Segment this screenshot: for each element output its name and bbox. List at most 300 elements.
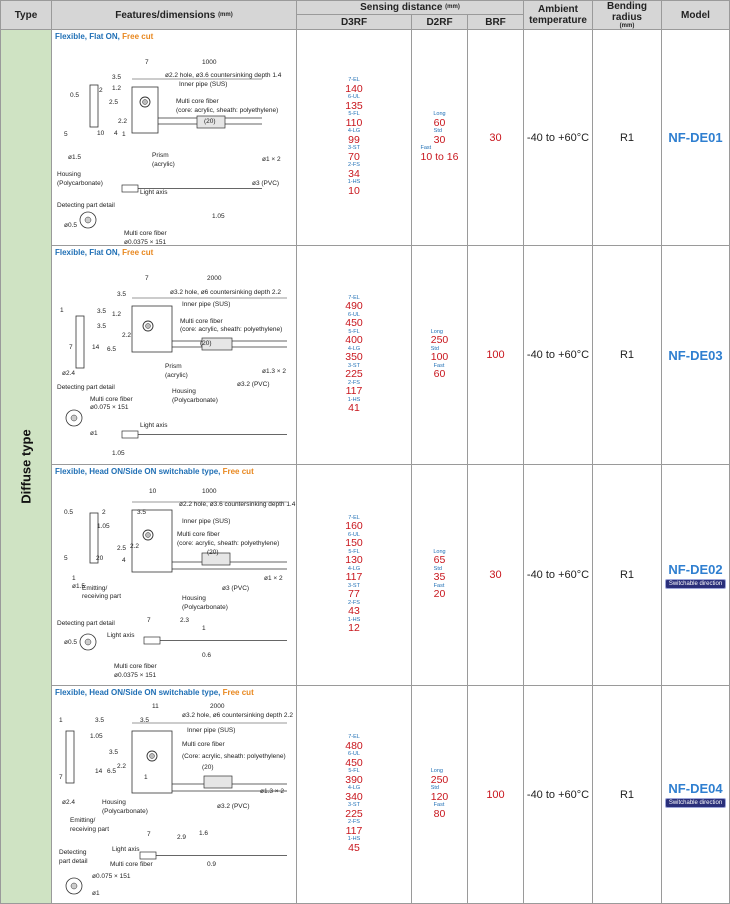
d2rf-mode-label: Long xyxy=(433,548,446,555)
bending-value: R1 xyxy=(619,131,635,144)
detail-head xyxy=(144,637,160,644)
d3rf-group xyxy=(348,601,360,618)
model-cell xyxy=(661,464,730,686)
header-type-label: Type xyxy=(14,9,38,21)
dimension-label: 1 xyxy=(60,307,64,314)
header-bending xyxy=(592,0,662,30)
header-d3rf xyxy=(296,14,412,30)
detail-head xyxy=(122,185,138,192)
dimension-label: ø0.5 xyxy=(64,222,78,229)
d3rf-distance-value: 117 xyxy=(345,571,363,583)
d2rf-mode-label: Std xyxy=(433,128,442,134)
d3rf-mode-label: 3-ST xyxy=(348,802,360,808)
type-label: Diffuse type xyxy=(18,429,34,504)
dimension-label: Inner pipe (SUS) xyxy=(182,301,231,308)
brf-cell xyxy=(467,464,524,686)
d3rf-mode-label: 7-EL xyxy=(348,514,360,521)
header-bending-label: Bending radius xyxy=(607,0,647,23)
dimension-label: 10 xyxy=(149,488,157,495)
d3rf-mode-label: 5-FL xyxy=(348,111,360,117)
header-d2rf-label: D2RF xyxy=(426,16,453,28)
dimension-label: (Core: acrylic, sheath: polyethylene) xyxy=(182,753,286,760)
d3rf-mode-label: 1-HS xyxy=(347,396,361,403)
dimension-label: Prism xyxy=(152,152,169,159)
d3rf-group xyxy=(348,180,361,197)
d3rf-distance-value: 117 xyxy=(345,824,363,837)
dimension-label: (20) xyxy=(207,549,219,556)
brf-value: 100 xyxy=(486,349,505,361)
brf-cell xyxy=(467,29,524,246)
dimension-label: 10 xyxy=(97,130,105,137)
dimension-label: 2000 xyxy=(207,275,222,282)
ambient-value: -40 to +60°C xyxy=(526,131,590,144)
dimension-label: Housing xyxy=(182,595,206,602)
dimension-label: Detecting part detail xyxy=(57,620,115,627)
dimension-label: Multi core fiber xyxy=(90,396,133,403)
ambient-cell xyxy=(523,29,593,246)
dimension-label: 1.6 xyxy=(199,830,209,837)
d3rf-group xyxy=(348,837,361,854)
d2rf-mode-label: Std xyxy=(430,345,439,352)
dimension-label: 2.2 xyxy=(130,543,140,550)
d3rf-distance-value: 34 xyxy=(348,167,360,180)
dimension-label: 3.5 xyxy=(140,717,150,724)
dimension-label: 1.05 xyxy=(90,733,103,740)
d3rf-group xyxy=(346,381,363,398)
d2rf-cell xyxy=(411,685,468,904)
dimension-label: 0.5 xyxy=(64,509,74,516)
dimension-label: 1.05 xyxy=(112,450,125,457)
bending-cell xyxy=(592,29,662,246)
d3rf-distance-value: 135 xyxy=(345,99,363,112)
dimension-label: 1000 xyxy=(202,488,217,495)
dimension-drawing xyxy=(52,30,297,246)
header-ambient-label: Ambient temperature xyxy=(529,4,587,26)
dimension-label: ø0.0375 × 151 xyxy=(124,239,167,246)
header-brf xyxy=(467,14,524,30)
dimension-label: 3.5 xyxy=(112,74,122,81)
features-cell xyxy=(51,245,297,465)
d3rf-mode-label: 6-UL xyxy=(348,531,360,538)
sensor-side-view xyxy=(66,731,74,783)
dimension-label: ø1 × 2 xyxy=(262,156,281,163)
brf-cell xyxy=(467,685,524,904)
d2rf-group xyxy=(434,803,446,820)
sensor-side-view xyxy=(90,85,98,127)
header-brf-label: BRF xyxy=(485,16,506,28)
d3rf-group xyxy=(345,550,363,567)
d3rf-distance-value: 110 xyxy=(345,116,363,129)
d3rf-mode-label: 6-UL xyxy=(348,94,360,100)
d3rf-mode-label: 3-ST xyxy=(348,582,360,589)
detail-head xyxy=(140,852,156,859)
dimension-label: ø3.2 hole, ø6 countersinking depth 2.2 xyxy=(182,712,293,719)
d3rf-mode-label: 7-EL xyxy=(348,734,360,740)
d2rf-group xyxy=(434,129,446,146)
header-model-label: Model xyxy=(681,9,710,21)
dimension-label: 6.5 xyxy=(107,346,117,353)
d3rf-mode-label: 2-FS xyxy=(348,819,360,825)
d2rf-distance-value: 60 xyxy=(433,116,446,129)
dimension-label: 3.5 xyxy=(137,509,147,516)
dimension-label: 3.5 xyxy=(109,749,119,756)
bending-cell xyxy=(592,245,662,465)
dimension-label: 0.9 xyxy=(207,861,217,868)
dimension-label: receiving part xyxy=(70,826,110,833)
detail-head xyxy=(122,431,138,438)
dimension-label: 1 xyxy=(202,625,206,632)
d2rf-mode-label: Fast xyxy=(433,362,445,369)
dimension-label: 3.5 xyxy=(97,323,107,330)
d2rf-distance-value: 65 xyxy=(433,554,446,566)
d3rf-group xyxy=(345,786,363,803)
dimension-label: (Polycarbonate) xyxy=(57,180,103,187)
d3rf-group xyxy=(345,533,363,550)
dimension-label: ø3 (PVC) xyxy=(252,180,280,187)
d3rf-distance-value: 480 xyxy=(345,739,363,752)
feature-title-text: Flexible, Flat ON, xyxy=(55,32,123,41)
header-d3rf-label: D3RF xyxy=(340,16,368,28)
dimension-label: Housing xyxy=(172,388,196,395)
dimension-label: ø3.2 (PVC) xyxy=(217,803,250,810)
dimension-label: Light axis xyxy=(140,189,168,196)
dimension-label: 14 xyxy=(95,768,103,775)
bending-cell xyxy=(592,685,662,904)
dimension-label: ø3.2 (PVC) xyxy=(237,381,270,388)
bending-value: R1 xyxy=(619,569,635,581)
ambient-value: -40 to +60°C xyxy=(526,349,590,361)
dimension-label: Light axis xyxy=(140,422,168,429)
dimension-label: 7 xyxy=(147,617,151,624)
d3rf-distance-value: 45 xyxy=(348,841,360,854)
d2rf-distance-value: 60 xyxy=(433,368,446,380)
d2rf-cell xyxy=(411,245,468,465)
dimension-label: Housing xyxy=(102,799,126,806)
dimension-label: 1 xyxy=(144,774,148,781)
detail-circle-core xyxy=(85,639,91,645)
d3rf-group xyxy=(345,78,363,95)
dimension-label: 2.3 xyxy=(180,617,190,624)
dimension-label: 1 xyxy=(122,131,126,138)
d2rf-group xyxy=(421,146,459,163)
dimension-label: Multi core fiber xyxy=(176,98,219,105)
dimension-label: ø1 xyxy=(90,430,98,437)
dimension-label: ø0.0375 × 151 xyxy=(114,672,157,679)
dimension-label: (Polycarbonate) xyxy=(172,397,218,404)
sensor-housing-body xyxy=(132,87,158,133)
ambient-cell xyxy=(523,245,593,465)
header-type xyxy=(0,0,52,30)
d3rf-group xyxy=(345,769,363,786)
dimension-label: part detail xyxy=(59,858,88,865)
d3rf-group xyxy=(348,584,360,601)
d3rf-mode-label: 2-FS xyxy=(348,599,360,606)
d3rf-distance-value: 225 xyxy=(345,807,363,820)
d2rf-mode-label: Fast xyxy=(420,145,432,151)
header-model xyxy=(661,0,730,30)
model-name: NF-DE04 xyxy=(668,781,723,796)
dimension-label: ø1.5 xyxy=(68,154,82,161)
dimension-label: (20) xyxy=(200,340,212,347)
d2rf-distance-value: 100 xyxy=(430,351,449,363)
d2rf-distance-value: 35 xyxy=(433,571,446,583)
dimension-label: ø1.3 × 2 xyxy=(262,368,287,375)
feature-title-freecut: Free cut xyxy=(122,32,154,41)
model-name: NF-DE02 xyxy=(668,561,723,577)
dimension-label: Detecting part detail xyxy=(57,384,115,391)
dimension-label: ø2.4 xyxy=(62,370,76,377)
dimension-label: 3.5 xyxy=(97,308,107,315)
d3rf-mode-label: 4-LG xyxy=(347,565,361,572)
model-cell xyxy=(661,685,730,904)
dimension-label: (core: acrylic, sheath: polyethylene) xyxy=(180,326,283,333)
detail-circle-core xyxy=(85,217,91,223)
dimension-label: ø1 × 2 xyxy=(264,575,283,582)
d2rf-mode-label: Std xyxy=(430,785,439,791)
d3rf-mode-label: 5-FL xyxy=(348,328,360,335)
dimension-label: 4 xyxy=(114,130,118,137)
dimension-label: Detecting xyxy=(59,849,87,856)
d3rf-mode-label: 2-FS xyxy=(348,379,360,386)
switchable-badge: Switchable direction xyxy=(665,579,726,589)
dimension-label: 1.2 xyxy=(112,311,122,318)
dimension-label: (core: acrylic, sheath: polyethylene) xyxy=(176,107,279,114)
dimension-drawing xyxy=(52,465,297,686)
dimension-label: 1.2 xyxy=(112,85,122,92)
d2rf-distance-value: 20 xyxy=(433,588,446,600)
inner-pipe-core xyxy=(146,324,151,329)
dimension-label: Light axis xyxy=(107,632,135,639)
brf-value: 100 xyxy=(486,788,505,801)
feature-title-text: Flexible, Head ON/Side ON switchable type, xyxy=(55,688,223,697)
d2rf-group xyxy=(431,769,449,786)
dimension-label: 5 xyxy=(64,555,68,562)
sensor-housing-body xyxy=(132,731,172,793)
d2rf-mode-label: Fast xyxy=(433,582,445,589)
d2rf-group xyxy=(434,364,446,381)
header-features-unit: (mm) xyxy=(218,11,233,18)
dimension-label: 0.6 xyxy=(202,652,212,659)
d3rf-group xyxy=(348,129,360,146)
dimension-label: Housing xyxy=(57,171,81,178)
d2rf-mode-label: Long xyxy=(430,768,443,774)
dimension-label: (core: acrylic, sheath: polyethylene) xyxy=(177,540,280,547)
d3rf-mode-label: 4-LG xyxy=(347,785,361,791)
d3rf-mode-label: 3-ST xyxy=(348,362,360,369)
features-cell xyxy=(51,29,297,246)
dimension-label: ø3 (PVC) xyxy=(222,585,250,592)
dimension-label: ø2.2 hole, ø3.6 countersinking depth 1.4 xyxy=(179,501,296,508)
dimension-label: 2 xyxy=(99,87,103,94)
d2rf-distance-value: 80 xyxy=(433,807,446,820)
dimension-label: 2.2 xyxy=(117,763,127,770)
header-d2rf xyxy=(411,14,468,30)
d3rf-group xyxy=(346,567,363,584)
inner-pipe-core xyxy=(143,100,148,105)
dimension-label: 6.5 xyxy=(107,768,117,775)
d3rf-group xyxy=(345,803,363,820)
d3rf-distance-value: 150 xyxy=(345,537,363,549)
bending-value: R1 xyxy=(619,788,635,801)
header-bending-unit: (mm) xyxy=(619,22,635,29)
dimension-label: 1 xyxy=(72,575,76,582)
brf-value: 30 xyxy=(489,569,502,581)
d3rf-distance-value: 70 xyxy=(348,150,360,163)
d3rf-mode-label: 1-HS xyxy=(347,179,361,185)
d2rf-group xyxy=(434,567,446,584)
d3rf-mode-label: 6-UL xyxy=(348,751,360,757)
d2rf-mode-label: Long xyxy=(430,328,443,335)
bending-cell xyxy=(592,464,662,686)
dimension-label: ø0.075 × 151 xyxy=(92,873,131,880)
dimension-label: Multi core fiber xyxy=(124,230,167,237)
d3rf-distance-value: 140 xyxy=(345,82,363,95)
d2rf-group xyxy=(431,347,449,364)
d3rf-mode-label: 1-HS xyxy=(347,836,361,842)
dimension-label: ø2.4 xyxy=(62,799,76,806)
dimension-label: 7 xyxy=(69,344,73,351)
d3rf-group xyxy=(345,752,363,769)
brf-cell xyxy=(467,245,524,465)
dimension-label: 2000 xyxy=(210,703,225,710)
dimension-label: ø1 xyxy=(92,890,100,897)
dimension-label: 1.05 xyxy=(212,213,225,220)
d3rf-distance-value: 390 xyxy=(345,773,363,786)
d2rf-mode-label: Fast xyxy=(433,802,445,808)
ambient-value: -40 to +60°C xyxy=(526,569,590,581)
d3rf-cell xyxy=(296,685,412,904)
dimension-label: 7 xyxy=(147,831,151,838)
d3rf-group xyxy=(346,112,363,129)
d3rf-group xyxy=(345,296,363,313)
model-name: NF-DE03 xyxy=(668,347,723,363)
dimension-label: 1 xyxy=(59,717,63,724)
dimension-label: 4 xyxy=(122,557,126,564)
dimension-label: (20) xyxy=(204,118,216,125)
dimension-label: (20) xyxy=(202,764,214,771)
d3rf-distance-value: 43 xyxy=(348,605,360,617)
features-cell xyxy=(51,685,297,904)
feature-title-freecut: Free cut xyxy=(222,688,254,697)
bending-value: R1 xyxy=(619,349,635,361)
dimension-label: ø2.2 hole, ø3.6 countersinking depth 1.4 xyxy=(165,72,282,79)
d3rf-mode-label: 5-FL xyxy=(348,768,360,774)
dimension-label: ø3.2 hole, ø6 countersinking depth 2.2 xyxy=(170,289,281,296)
d3rf-mode-label: 7-EL xyxy=(348,294,360,301)
d2rf-distance-value: 250 xyxy=(430,773,449,786)
dimension-label: 2.9 xyxy=(177,834,187,841)
dimension-label: ø1.3 × 2 xyxy=(260,788,285,795)
feature-title-freecut: Free cut xyxy=(222,467,254,476)
ambient-cell xyxy=(523,685,593,904)
d3rf-mode-label: 5-FL xyxy=(348,548,360,555)
d2rf-mode-label: Long xyxy=(433,111,446,117)
header-features-label: Features/dimensions xyxy=(115,9,216,21)
dimension-label: 7 xyxy=(145,275,149,282)
d2rf-distance-value: 250 xyxy=(430,334,449,346)
dimension-label: 1.05 xyxy=(97,523,110,530)
header-features xyxy=(51,0,297,30)
pvc-sleeve xyxy=(204,776,232,788)
dimension-label: Emitting/ xyxy=(82,585,108,592)
d2rf-group xyxy=(431,330,449,347)
dimension-label: Inner pipe (SUS) xyxy=(179,81,228,88)
header-sensing xyxy=(296,0,524,15)
d3rf-group xyxy=(348,163,360,180)
d3rf-group xyxy=(345,330,363,347)
d3rf-distance-value: 41 xyxy=(348,402,360,414)
d3rf-distance-value: 450 xyxy=(345,317,363,329)
d3rf-distance-value: 130 xyxy=(345,554,363,566)
dimension-label: 14 xyxy=(92,344,100,351)
dimension-label: 3.5 xyxy=(95,717,105,724)
dimension-label: 0.5 xyxy=(70,92,80,99)
dimension-label: 7 xyxy=(145,59,149,66)
dimension-label: Multi core fiber xyxy=(114,663,157,670)
d3rf-group xyxy=(348,398,361,415)
d2rf-group xyxy=(431,786,449,803)
dimension-label: ø0.5 xyxy=(64,639,78,646)
ambient-cell xyxy=(523,464,593,686)
model-name: NF-DE01 xyxy=(668,130,723,145)
d3rf-mode-label: 3-ST xyxy=(348,145,360,151)
type-cell xyxy=(0,29,52,904)
dimension-label: Detecting part detail xyxy=(57,202,115,209)
dimension-label: 1000 xyxy=(202,59,217,66)
d3rf-mode-label: 4-LG xyxy=(347,128,361,134)
dimension-label: (acrylic) xyxy=(165,372,188,379)
d3rf-mode-label: 2-FS xyxy=(348,162,360,168)
switchable-badge: Switchable direction xyxy=(665,798,726,808)
header-sensing-label: Sensing distance xyxy=(360,2,443,13)
d3rf-mode-label: 7-EL xyxy=(348,77,360,83)
dimension-label: Multi core fiber xyxy=(110,861,153,868)
d3rf-distance-value: 77 xyxy=(348,588,360,600)
d3rf-mode-label: 6-UL xyxy=(348,311,360,318)
d2rf-group xyxy=(433,550,445,567)
d3rf-distance-value: 400 xyxy=(345,334,363,346)
d3rf-cell xyxy=(296,29,412,246)
ambient-value: -40 to +60°C xyxy=(526,788,590,801)
d3rf-distance-value: 10 xyxy=(348,184,360,197)
dimension-label: (acrylic) xyxy=(152,161,175,168)
d2rf-group xyxy=(434,584,446,601)
dimension-label: 5 xyxy=(64,131,68,138)
d3rf-mode-label: 4-LG xyxy=(347,345,361,352)
d3rf-distance-value: 350 xyxy=(345,351,363,363)
d2rf-distance-value: 10 to 16 xyxy=(420,150,459,163)
dimension-label: (Polycarbonate) xyxy=(182,604,228,611)
d3rf-distance-value: 99 xyxy=(348,133,360,146)
model-cell xyxy=(661,245,730,465)
d3rf-distance-value: 225 xyxy=(345,368,363,380)
d3rf-group xyxy=(345,516,363,533)
brf-value: 30 xyxy=(489,131,502,144)
d3rf-distance-value: 490 xyxy=(345,300,363,312)
dimension-label: 20 xyxy=(96,555,104,562)
dimension-label: Inner pipe (SUS) xyxy=(182,518,231,525)
inner-pipe-core xyxy=(150,754,155,759)
dimension-label: Multi core fiber xyxy=(180,318,223,325)
sensor-side-view xyxy=(76,316,84,368)
d2rf-distance-value: 120 xyxy=(430,790,449,803)
sensor-housing-body xyxy=(132,510,172,572)
dimension-label: 11 xyxy=(152,703,159,710)
d3rf-group xyxy=(345,364,363,381)
dimension-label: (Polycarbonate) xyxy=(102,808,148,815)
detail-circle-core xyxy=(71,415,77,421)
d3rf-distance-value: 12 xyxy=(348,622,360,634)
